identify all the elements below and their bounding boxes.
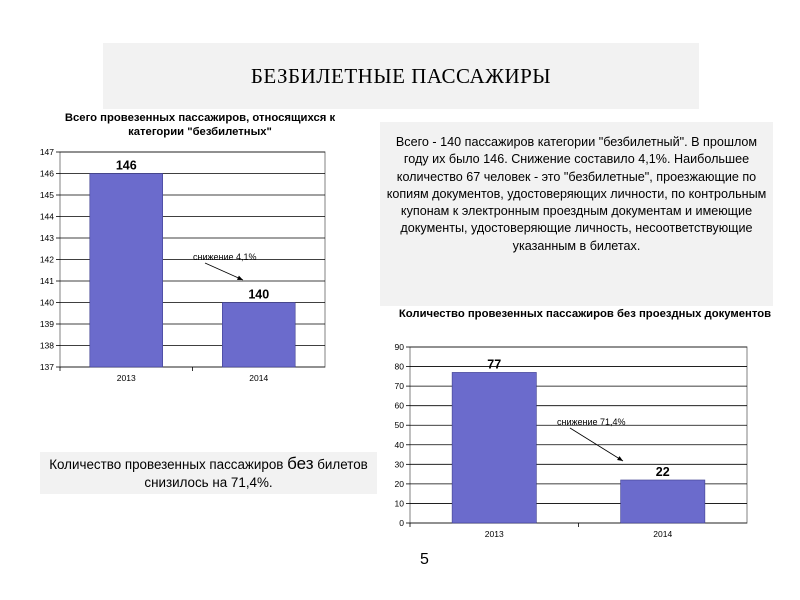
info-text: Всего - 140 пассажиров категории "безбилетный". В прошлом году их было 146. Снижение составило 4,1%. Наибольшее количество 67 человек - это "безбилетные", проезжающие по копиям документов, удостоверяющих личности, по контрольным купонам к электронным проездным документам и имеющие документы, удостоверяющие личность, несоответствующие указанным в билетах.	[386, 135, 767, 253]
y-tick-label: 0	[399, 518, 404, 528]
x-tick-label: 2014	[249, 373, 269, 383]
annotation-label: снижение 71,4%	[557, 417, 626, 427]
y-tick-label: 144	[39, 211, 54, 222]
x-tick-label: 2014	[653, 529, 673, 539]
y-tick-label: 138	[39, 340, 54, 351]
y-tick-label: 20	[394, 478, 404, 489]
note-text-part1: Количество провезенных пассажиров	[49, 457, 288, 472]
y-tick-label: 145	[39, 190, 54, 200]
bar	[621, 480, 705, 523]
page-number: 5	[420, 551, 429, 568]
bar	[222, 303, 295, 368]
y-tick-label: 137	[39, 362, 54, 372]
y-tick-label: 141	[39, 276, 54, 286]
data-label: 146	[115, 158, 137, 173]
bar	[452, 372, 536, 523]
y-tick-label: 60	[394, 400, 404, 411]
y-tick-label: 140	[39, 297, 54, 308]
y-tick-label: 30	[394, 459, 404, 470]
y-tick-label: 70	[394, 381, 404, 392]
annotation-label: снижение 4,1%	[193, 252, 257, 262]
note-box	[40, 452, 377, 494]
slide-title: БЕЗБИЛЕТНЫЕ ПАССАЖИРЫ	[250, 63, 552, 88]
y-tick-label: 143	[39, 233, 54, 243]
y-tick-label: 146	[39, 168, 54, 179]
y-tick-label: 139	[39, 319, 54, 329]
data-label: 22	[655, 464, 670, 479]
info-box	[380, 122, 773, 306]
y-tick-label: 142	[39, 254, 54, 265]
y-tick-label: 10	[394, 498, 404, 509]
y-tick-label: 50	[394, 420, 404, 431]
data-label: 77	[487, 357, 502, 372]
y-tick-label: 147	[39, 147, 54, 157]
bar	[90, 174, 163, 368]
chart1-title: Всего провезенных пассажиров, относящихся к категории "безбилетных"	[64, 112, 336, 138]
y-tick-label: 40	[394, 439, 404, 450]
data-label: 140	[248, 287, 270, 302]
chart2-title: Количество провезенных пассажиров без проездных документов	[398, 308, 772, 320]
y-tick-label: 80	[394, 361, 404, 372]
x-tick-label: 2013	[484, 529, 504, 539]
note-text-part2: билетов снизилось на 71,4%.	[144, 457, 368, 490]
chart1	[0, 140, 380, 400]
title-band	[103, 43, 699, 109]
chart2	[370, 340, 790, 550]
y-tick-label: 90	[394, 342, 404, 352]
x-tick-label: 2013	[116, 373, 136, 383]
note-text-big: без	[287, 454, 314, 473]
